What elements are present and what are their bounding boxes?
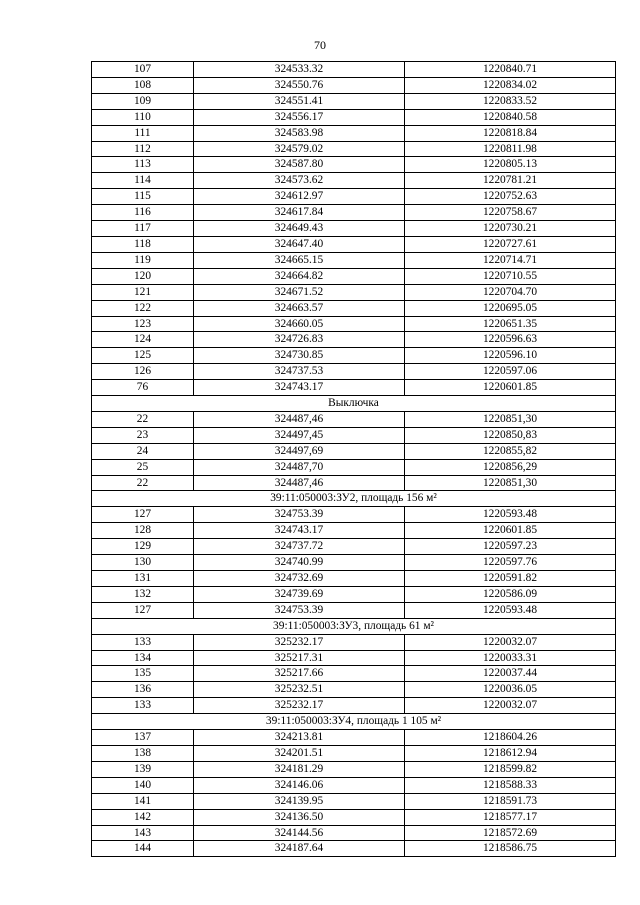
y-coordinate-cell: 1220850,83 — [405, 427, 616, 443]
y-coordinate-cell: 1220851,30 — [405, 411, 616, 427]
point-number-cell: 122 — [92, 300, 194, 316]
table-row — [92, 77, 616, 93]
point-number-cell: 116 — [92, 205, 194, 221]
table-row — [92, 730, 616, 746]
x-coordinate-cell: 324213.81 — [194, 730, 405, 746]
point-number-cell: 119 — [92, 252, 194, 268]
x-coordinate-cell: 324136.50 — [194, 809, 405, 825]
table-row — [92, 141, 616, 157]
point-number-cell: 131 — [92, 571, 194, 587]
table-row — [92, 634, 616, 650]
table-row — [92, 666, 616, 682]
x-coordinate-cell: 324139.95 — [194, 793, 405, 809]
table-row — [92, 221, 616, 237]
point-number-cell: 117 — [92, 221, 194, 237]
y-coordinate-cell: 1220818.84 — [405, 125, 616, 141]
table-row — [92, 507, 616, 523]
x-coordinate-cell: 324612.97 — [194, 189, 405, 205]
x-coordinate-cell: 324730.85 — [194, 348, 405, 364]
x-coordinate-cell: 324737.72 — [194, 539, 405, 555]
table-row — [92, 236, 616, 252]
point-number-cell: 124 — [92, 332, 194, 348]
x-coordinate-cell: 324187.64 — [194, 841, 405, 857]
y-coordinate-cell: 1220855,82 — [405, 443, 616, 459]
table-row — [92, 809, 616, 825]
point-number-cell: 132 — [92, 586, 194, 602]
x-coordinate-cell: 324743.17 — [194, 380, 405, 396]
y-coordinate-cell: 1220727.61 — [405, 236, 616, 252]
point-number-cell: 109 — [92, 93, 194, 109]
y-coordinate-cell: 1220651.35 — [405, 316, 616, 332]
x-coordinate-cell: 324664.82 — [194, 268, 405, 284]
x-coordinate-cell: 324617.84 — [194, 205, 405, 221]
x-coordinate-cell: 324753.39 — [194, 507, 405, 523]
y-coordinate-cell: 1220597.76 — [405, 555, 616, 571]
point-number-cell: 118 — [92, 236, 194, 252]
point-number-cell: 134 — [92, 650, 194, 666]
table-row — [92, 475, 616, 491]
x-coordinate-cell: 324726.83 — [194, 332, 405, 348]
section-header-row — [92, 618, 616, 634]
y-coordinate-cell: 1220781.21 — [405, 173, 616, 189]
x-coordinate-cell: 324660.05 — [194, 316, 405, 332]
y-coordinate-cell: 1220036.05 — [405, 682, 616, 698]
x-coordinate-cell: 324732.69 — [194, 571, 405, 587]
point-number-cell: 125 — [92, 348, 194, 364]
point-number-cell: 141 — [92, 793, 194, 809]
y-coordinate-cell: 1220032.07 — [405, 698, 616, 714]
point-number-cell: 25 — [92, 459, 194, 475]
x-coordinate-cell: 324487,70 — [194, 459, 405, 475]
point-number-cell: 120 — [92, 268, 194, 284]
table-row — [92, 252, 616, 268]
x-coordinate-cell: 324739.69 — [194, 586, 405, 602]
x-coordinate-cell: 324551.41 — [194, 93, 405, 109]
table-row — [92, 459, 616, 475]
x-coordinate-cell: 324583.98 — [194, 125, 405, 141]
point-number-cell: 140 — [92, 777, 194, 793]
y-coordinate-cell: 1220597.23 — [405, 539, 616, 555]
point-number-cell: 143 — [92, 825, 194, 841]
x-coordinate-cell: 324753.39 — [194, 602, 405, 618]
table-row — [92, 650, 616, 666]
table-row — [92, 571, 616, 587]
point-number-cell: 112 — [92, 141, 194, 157]
table-row — [92, 157, 616, 173]
y-coordinate-cell: 1220586.09 — [405, 586, 616, 602]
x-coordinate-cell: 324579.02 — [194, 141, 405, 157]
point-number-cell: 108 — [92, 77, 194, 93]
y-coordinate-cell: 1218604.26 — [405, 730, 616, 746]
y-coordinate-cell: 1218599.82 — [405, 761, 616, 777]
point-number-cell: 121 — [92, 284, 194, 300]
section-title: 39:11:050003:ЗУ4, площадь 1 105 м² — [92, 714, 616, 730]
x-coordinate-cell: 324497,45 — [194, 427, 405, 443]
point-number-cell: 137 — [92, 730, 194, 746]
x-coordinate-cell: 324533.32 — [194, 62, 405, 78]
coordinates-table-body — [92, 62, 616, 857]
y-coordinate-cell: 1220840.58 — [405, 109, 616, 125]
y-coordinate-cell: 1220601.85 — [405, 380, 616, 396]
x-coordinate-cell: 324487,46 — [194, 475, 405, 491]
point-number-cell: 139 — [92, 761, 194, 777]
table-row — [92, 109, 616, 125]
table-row — [92, 62, 616, 78]
x-coordinate-cell: 324497,69 — [194, 443, 405, 459]
x-coordinate-cell: 324587.80 — [194, 157, 405, 173]
table-row — [92, 300, 616, 316]
y-coordinate-cell: 1218591.73 — [405, 793, 616, 809]
table-row — [92, 93, 616, 109]
table-row — [92, 284, 616, 300]
coordinates-table — [91, 61, 616, 857]
table-row — [92, 745, 616, 761]
section-title: 39:11:050003:ЗУ2, площадь 156 м² — [92, 491, 616, 507]
page-number: 70 — [314, 38, 326, 52]
point-number-cell: 113 — [92, 157, 194, 173]
table-row — [92, 205, 616, 221]
point-number-cell: 127 — [92, 602, 194, 618]
x-coordinate-cell: 324671.52 — [194, 284, 405, 300]
y-coordinate-cell: 1220805.13 — [405, 157, 616, 173]
point-number-cell: 111 — [92, 125, 194, 141]
x-coordinate-cell: 324737.53 — [194, 364, 405, 380]
y-coordinate-cell: 1220037.44 — [405, 666, 616, 682]
point-number-cell: 76 — [92, 380, 194, 396]
y-coordinate-cell: 1220752.63 — [405, 189, 616, 205]
x-coordinate-cell: 324573.62 — [194, 173, 405, 189]
table-row — [92, 555, 616, 571]
point-number-cell: 130 — [92, 555, 194, 571]
table-row — [92, 443, 616, 459]
y-coordinate-cell: 1220730.21 — [405, 221, 616, 237]
point-number-cell: 107 — [92, 62, 194, 78]
table-row — [92, 364, 616, 380]
x-coordinate-cell: 324743.17 — [194, 523, 405, 539]
y-coordinate-cell: 1220601.85 — [405, 523, 616, 539]
table-row — [92, 682, 616, 698]
x-coordinate-cell: 325217.31 — [194, 650, 405, 666]
section-header-row — [92, 396, 616, 412]
section-title: Выключка — [92, 396, 616, 412]
point-number-cell: 128 — [92, 523, 194, 539]
x-coordinate-cell: 324550.76 — [194, 77, 405, 93]
table-row — [92, 173, 616, 189]
table-row — [92, 332, 616, 348]
y-coordinate-cell: 1220811.98 — [405, 141, 616, 157]
x-coordinate-cell: 324647.40 — [194, 236, 405, 252]
table-row — [92, 825, 616, 841]
table-row — [92, 777, 616, 793]
table-row — [92, 586, 616, 602]
table-row — [92, 268, 616, 284]
x-coordinate-cell: 324144.56 — [194, 825, 405, 841]
table-row — [92, 523, 616, 539]
y-coordinate-cell: 1218612.94 — [405, 745, 616, 761]
x-coordinate-cell: 324487,46 — [194, 411, 405, 427]
x-coordinate-cell: 324740.99 — [194, 555, 405, 571]
table-row — [92, 427, 616, 443]
table-row — [92, 189, 616, 205]
point-number-cell: 22 — [92, 411, 194, 427]
y-coordinate-cell: 1220593.48 — [405, 507, 616, 523]
y-coordinate-cell: 1220834.02 — [405, 77, 616, 93]
y-coordinate-cell: 1220710.55 — [405, 268, 616, 284]
table-row — [92, 698, 616, 714]
point-number-cell: 138 — [92, 745, 194, 761]
y-coordinate-cell: 1220591.82 — [405, 571, 616, 587]
x-coordinate-cell: 324201.51 — [194, 745, 405, 761]
x-coordinate-cell: 325232.17 — [194, 634, 405, 650]
y-coordinate-cell: 1220714.71 — [405, 252, 616, 268]
y-coordinate-cell: 1220596.10 — [405, 348, 616, 364]
y-coordinate-cell: 1220695.05 — [405, 300, 616, 316]
x-coordinate-cell: 324146.06 — [194, 777, 405, 793]
y-coordinate-cell: 1220033.31 — [405, 650, 616, 666]
table-row — [92, 348, 616, 364]
y-coordinate-cell: 1220597.06 — [405, 364, 616, 380]
table-row — [92, 125, 616, 141]
section-title: 39:11:050003:ЗУ3, площадь 61 м² — [92, 618, 616, 634]
y-coordinate-cell: 1220704.70 — [405, 284, 616, 300]
point-number-cell: 129 — [92, 539, 194, 555]
point-number-cell: 110 — [92, 109, 194, 125]
table-row — [92, 793, 616, 809]
x-coordinate-cell: 325232.51 — [194, 682, 405, 698]
table-row — [92, 761, 616, 777]
table-row — [92, 316, 616, 332]
point-number-cell: 22 — [92, 475, 194, 491]
point-number-cell: 127 — [92, 507, 194, 523]
point-number-cell: 114 — [92, 173, 194, 189]
y-coordinate-cell: 1218577.17 — [405, 809, 616, 825]
point-number-cell: 126 — [92, 364, 194, 380]
point-number-cell: 136 — [92, 682, 194, 698]
x-coordinate-cell: 324556.17 — [194, 109, 405, 125]
y-coordinate-cell: 1218588.33 — [405, 777, 616, 793]
point-number-cell: 133 — [92, 634, 194, 650]
x-coordinate-cell: 325232.17 — [194, 698, 405, 714]
section-header-row — [92, 714, 616, 730]
y-coordinate-cell: 1218586.75 — [405, 841, 616, 857]
y-coordinate-cell: 1220833.52 — [405, 93, 616, 109]
table-row — [92, 841, 616, 857]
y-coordinate-cell: 1220596.63 — [405, 332, 616, 348]
table-row — [92, 602, 616, 618]
y-coordinate-cell: 1220032.07 — [405, 634, 616, 650]
x-coordinate-cell: 324663.57 — [194, 300, 405, 316]
y-coordinate-cell: 1220758.67 — [405, 205, 616, 221]
table-row — [92, 380, 616, 396]
y-coordinate-cell: 1218572.69 — [405, 825, 616, 841]
y-coordinate-cell: 1220856,29 — [405, 459, 616, 475]
x-coordinate-cell: 324181.29 — [194, 761, 405, 777]
point-number-cell: 123 — [92, 316, 194, 332]
y-coordinate-cell: 1220840.71 — [405, 62, 616, 78]
point-number-cell: 115 — [92, 189, 194, 205]
x-coordinate-cell: 324649.43 — [194, 221, 405, 237]
y-coordinate-cell: 1220593.48 — [405, 602, 616, 618]
table-row — [92, 411, 616, 427]
x-coordinate-cell: 324665.15 — [194, 252, 405, 268]
section-header-row — [92, 491, 616, 507]
point-number-cell: 24 — [92, 443, 194, 459]
point-number-cell: 144 — [92, 841, 194, 857]
point-number-cell: 133 — [92, 698, 194, 714]
point-number-cell: 23 — [92, 427, 194, 443]
table-row — [92, 539, 616, 555]
point-number-cell: 135 — [92, 666, 194, 682]
point-number-cell: 142 — [92, 809, 194, 825]
x-coordinate-cell: 325217.66 — [194, 666, 405, 682]
y-coordinate-cell: 1220851,30 — [405, 475, 616, 491]
